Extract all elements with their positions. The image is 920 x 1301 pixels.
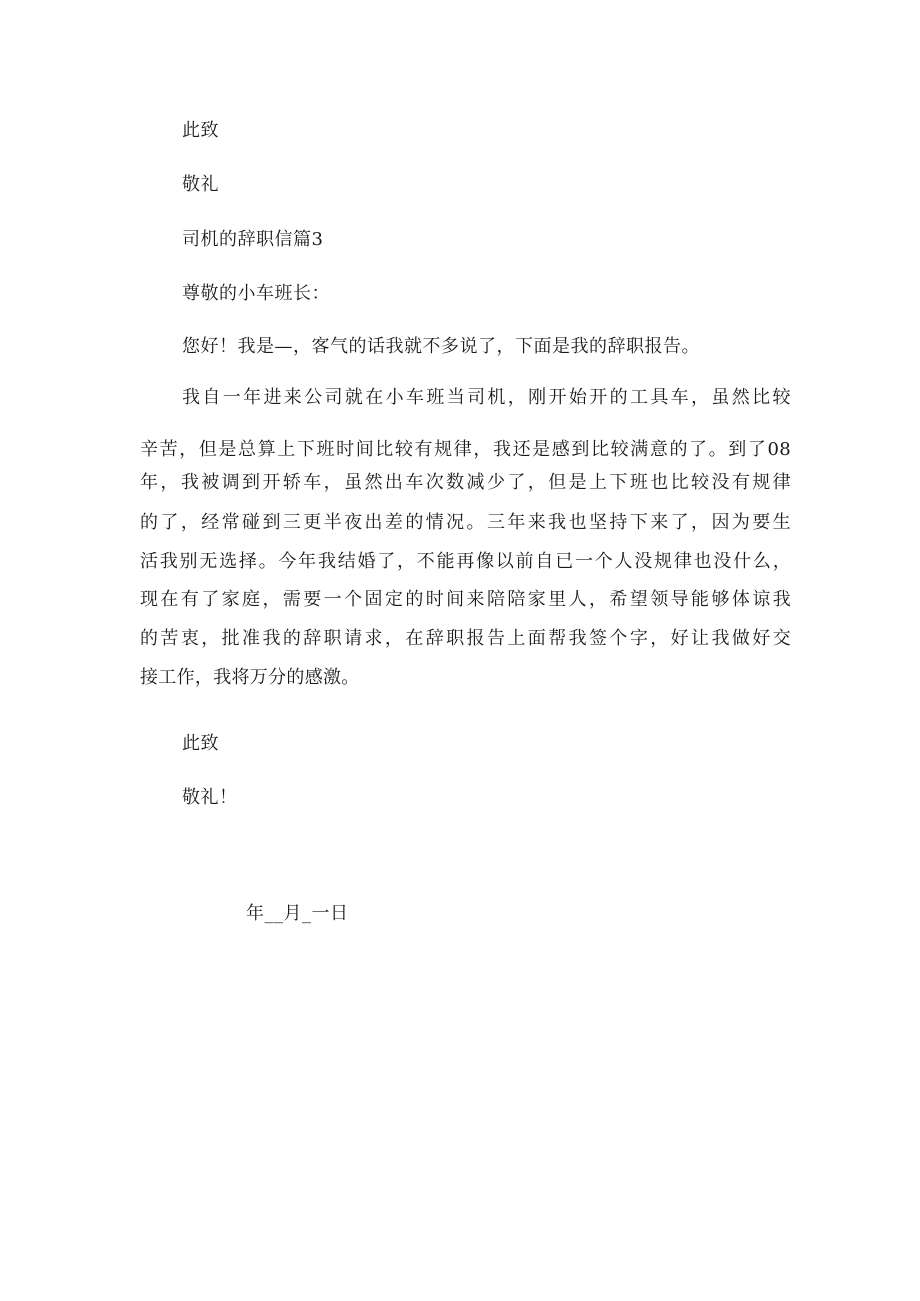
body-line: 接工作，我将万分的感激。 [140, 667, 360, 688]
closing-text: 此致 [182, 733, 219, 754]
addressee: 尊敬的小车班长： [182, 283, 330, 304]
body-line: 现在有了家庭，需要一个固定的时间来陪陪家里人，希望领导能够体谅我 [140, 589, 791, 610]
body-line: 活我别无选择。今年我结婚了，不能再像以前自已一个人没规律也没什么， [140, 551, 791, 572]
date-line: 年__月_一日 [246, 903, 349, 924]
body-line: 辛苦，但是总算上下班时间比较有规律，我还是感到比较满意的了。到了08 [140, 439, 791, 460]
body-line: 的苦衷，批准我的辞职请求，在辞职报告上面帮我签个字，好让我做好交 [140, 628, 791, 649]
body-line: 年，我被调到开轿车，虽然出车次数减少了，但是上下班也比较没有规律 [140, 472, 791, 493]
body-line: 的了，经常碰到三更半夜出差的情况。三年来我也坚持下来了，因为要生 [140, 512, 791, 533]
greeting: 您好！我是—，客气的话我就不多说了，下面是我的辞职报告。 [182, 336, 700, 357]
letter-title: 司机的辞职信篇3 [182, 229, 324, 250]
regards-text: 敬礼！ [182, 787, 238, 808]
regards-text: 敬礼 [182, 174, 219, 195]
closing-text: 此致 [182, 120, 219, 141]
body-line: 我自一年进来公司就在小车班当司机，刚开始开的工具车，虽然比较 [182, 387, 791, 408]
